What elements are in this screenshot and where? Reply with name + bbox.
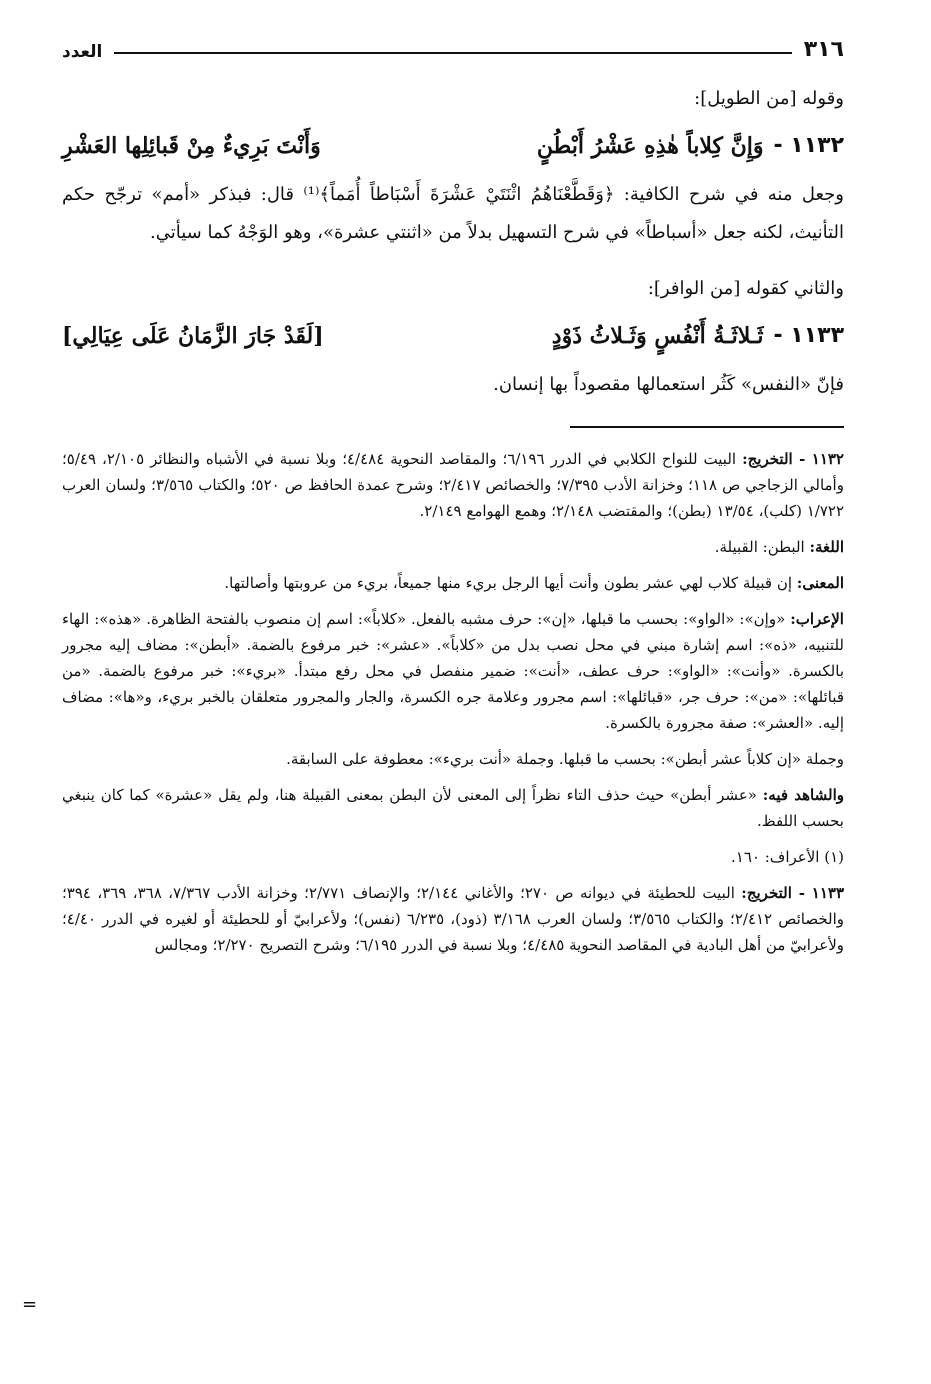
footnote-text: إن قبيلة كلاب لهي عشر بطون وأنت أيها الرجل بريء منها جميعاً، بريء من عروبتها وأصالتها. xyxy=(224,574,792,592)
body-paragraph-2: فإنّ «النفس» كَثُر استعمالها مقصوداً بها إنسان. xyxy=(493,374,844,395)
book-page xyxy=(62,22,844,968)
footnote-1133-takhrij xyxy=(62,880,844,958)
footnote-reference-1: (١) الأعراف: ١٦٠. xyxy=(731,848,844,866)
footnote-text: البيت للنواح الكلابي في الدرر ٦/١٩٦؛ والمقاصد النحوية ٤/٤٨٤؛ وبلا نسبة في الأشباه والنظائر ٢/١٠٥، ٥/٤٩؛ وأمالي الزجاجي ص ١١٨؛ وخزانة الأدب ٧/٣٩٥؛ والخصائص ٢/٤١٧؛ وشرح عمدة الحافظ ص ٥٢٠؛ والكتاب ٣/٥٦٥؛ ولسان العرب ١/٧٢٢ (كلب)، ١٣/٥٤ (بطن)؛ والمقتضب ٢/١٤٨؛ وهمع الهوامع ٢/١٤٩. xyxy=(62,450,844,520)
footnote-text: البطن: القبيلة. xyxy=(714,538,805,556)
footnote-label: ١١٣٢ - التخريج: xyxy=(742,450,844,468)
verse-number: ١١٣٢ - xyxy=(773,133,844,158)
footnote-label: الإعراب: xyxy=(790,610,844,628)
header-rule xyxy=(114,52,791,54)
continuation-mark: = xyxy=(22,1294,38,1315)
verse-number: ١١٣٣ - xyxy=(773,323,844,348)
footnote-jumla: وجملة «إن كلاباً عشر أبطن»: بحسب ما قبلها. وجملة «أنت بريء»: معطوفة على السابقة. xyxy=(286,750,844,768)
running-head: العدد xyxy=(62,42,103,62)
footnote-label: المعنى: xyxy=(796,574,844,592)
footnote-separator xyxy=(570,426,844,428)
footnote-label: اللغة: xyxy=(809,538,844,556)
footnote-1132-takhrij xyxy=(62,446,844,524)
page-header xyxy=(62,22,844,62)
footnote-mana xyxy=(62,570,844,596)
footnote-text: «وإن»: «الواو»: بحسب ما قبلها، «إن»: حرف مشبه بالفعل. «كلاباً»: اسم إن منصوب بالفتحة الظاهرة. «هذه»: الهاء للتنبيه، «ذه»: اسم إشارة مبني في محل نصب بدل من «كلاباً». «عشر»: خبر مرفوع بالضمة. «أبطن»: مضاف إليه مجرور بالكسرة. «وأنت»: «الواو»: حرف عطف، «أنت»: ضمير منفصل في محل رفع مبتدأ. «بريء»: خبر مرفوع بالضمة. «من قبائلها»: «من»: حرف جر، «قبائلها»: اسم مجرور وعلامة جره الكسرة، والجار والمجرور متعلقان بالخبر بريء، و«ها»: مضاف إليه. «العشر»: صفة مجرورة بالكسرة. xyxy=(62,610,844,732)
body-paragraph-1: وجعل منه في شرح الكافية: ﴿وَقَطَّعْنَاهُمُ اثْنَتَيْ عَشْرَةَ أَسْبَاطاً أُمَماً﴾⁽¹⁾ قال: فبذكر «أمم» ترجّح حكم التأنيث، لكنه جعل «أسباطاً» في شرح التسهيل بدلاً من «اثنتي عشرة»، وهو الوَجْهُ كما سيأتي. xyxy=(62,184,844,243)
intro-line-1: وقوله [من الطويل]: xyxy=(694,88,844,109)
intro-line-2: والثاني كقوله [من الوافر]: xyxy=(647,278,844,299)
footnote-irab xyxy=(62,606,844,736)
footnote-label: ١١٣٣ - التخريج: xyxy=(741,884,845,902)
footnote-text: البيت للحطيئة في ديوانه ص ٢٧٠؛ والأغاني ٢/١٤٤؛ والإنصاف ٢/٧٧١؛ وخزانة الأدب ٧/٣٦٧، ٣٦٨، ٣٦٩، ٣٩٤؛ والخصائص ٢/٤١٢؛ والكتاب ٣/٥٦٥؛ ولسان العرب ٣/١٦٨ (ذود)، ٦/٢٣٥ (نفس)؛ ولأعرابيّ أو للحطيئة أو لغيره في الدرر ٤/٤٠؛ ولأعرابيّ من أهل البادية في المقاصد النحوية ٤/٤٨٥؛ وبلا نسبة في الدرر ٦/١٩٥؛ وشرح التصريح ٢/٢٧٠؛ ومجالس xyxy=(62,884,845,954)
verse-hemistich-second: وَأَنْتَ بَرِيءٌ مِنْ قَبائِلِها العَشْرِ xyxy=(62,133,321,159)
verse-hemistich-first: وَإِنَّ كِلاباً هٰذِهِ عَشْرُ أَبْطُنٍ xyxy=(536,133,764,159)
footnote-text: «عشر أبطن» حيث حذف التاء نظراً إلى المعنى لأن البطن بمعنى القبيلة هنا، ولم يقل «عشرة» كما كان ينبغي بحسب اللفظ. xyxy=(62,786,844,830)
verse-1133 xyxy=(62,316,844,356)
footnote-shahid xyxy=(62,782,844,834)
footnote-label: والشاهد فيه: xyxy=(762,786,844,804)
page-number: ٣١٦ xyxy=(803,37,844,62)
verse-hemistich-first: ثَـلاثَـةُ أَنْفُسٍ وَثَـلاثُ ذَوْدٍ xyxy=(551,323,764,349)
verse-hemistich-second: [لَقَدْ جَارَ الزَّمَانُ عَلَى عِيَالِي] xyxy=(62,323,324,349)
verse-1132 xyxy=(62,126,844,166)
footnote-lugha xyxy=(62,534,844,560)
